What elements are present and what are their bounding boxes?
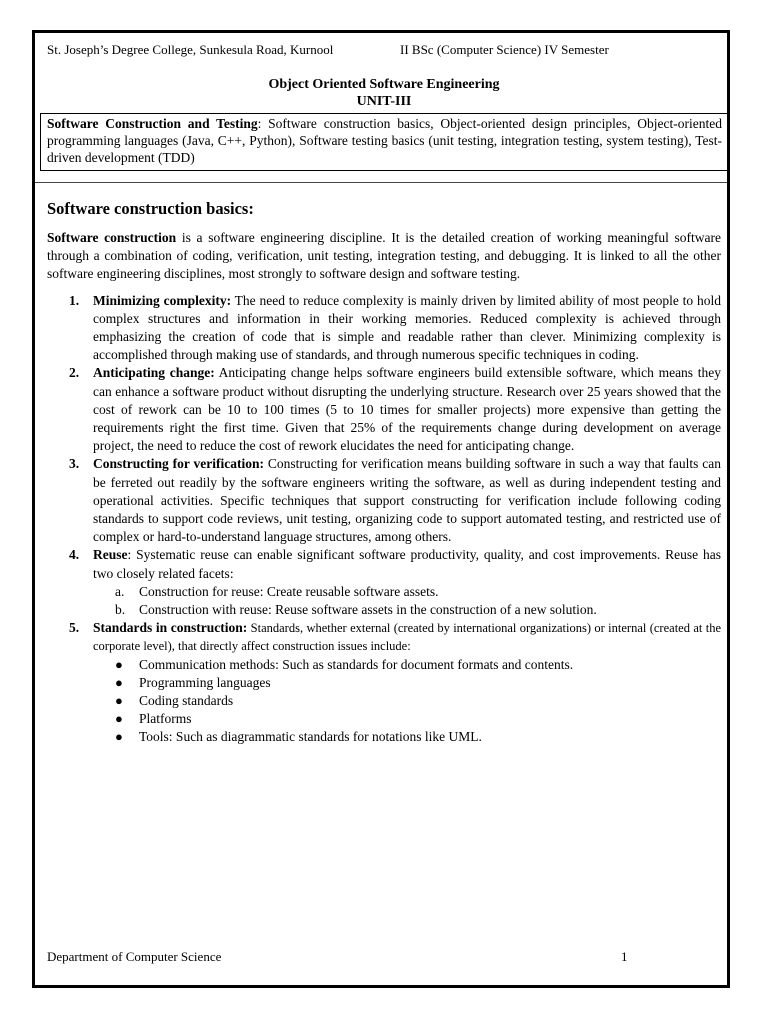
item-number: 5. <box>69 620 80 636</box>
bullet-icon: ● <box>115 656 123 672</box>
section-content <box>47 229 721 747</box>
reuse-facet-item <box>93 583 721 601</box>
standards-bullet <box>93 692 721 710</box>
item-number: 1. <box>69 292 80 308</box>
subject-title: Object Oriented Software Engineering <box>268 77 500 92</box>
list-item <box>47 292 721 365</box>
bullet-icon: ● <box>115 674 123 690</box>
section-heading: Software construction basics: <box>47 199 254 218</box>
document-title <box>40 76 728 110</box>
intro-text: is a software engineering discipline. It is the detailed creation of working meaningful software through a combination of coding, verification, unit testing, integration testing, and debugging. It is linked to all the other software engineering disciplines, most strongly to software design and software testing. <box>47 230 721 282</box>
item-lead: Standards in construction: <box>93 620 248 636</box>
bullet-text: Coding standards <box>139 693 234 709</box>
principles-list <box>47 292 721 747</box>
footer-page-number: 1 <box>621 949 628 964</box>
intro-paragraph <box>47 229 721 284</box>
item-text: Anticipating change helps software engineers build extensible software, which means they can enhance a software product without disrupting the underlying structure. Research over 25 years showed that the cost of rework can be 10 to 100 times (5 to 10 times for smaller projects) more expensive than getting the requirements right the first time. Given that 25% of the requirements change during development on average project, the need to reduce the cost of rework elucidates the need for anticipating change. <box>93 365 721 454</box>
item-text: The need to reduce complexity is mainly driven by limited ability of most people to hold complex structures and information in their working memories. Reduced complexity is achieved through emphasizing the creation of code that is simple and readable rather than clever. Minimizing complexity is accomplished through making use of standards, and through numerous specific techniques in coding. <box>93 292 721 363</box>
item-number: 4. <box>69 547 80 563</box>
item-lead: Constructing for verification: <box>93 456 265 472</box>
bullet-text: Communication methods: Such as standards for document formats and contents. <box>139 656 574 672</box>
facet-marker: a. <box>115 583 125 599</box>
item-text: : Systematic reuse can enable significant software productivity, quality, and cost improvements. Reuse has two closely related facets: <box>93 547 721 581</box>
item-text: Standards, whether external (created by international organizations) or internal (created at the corporate level), that directly affect construction issues include: <box>93 621 722 654</box>
header-college: St. Joseph’s Degree College, Sunkesula Road, Kurnool <box>47 42 334 57</box>
list-item <box>47 619 721 746</box>
intro-lead: Software construction <box>47 230 177 245</box>
topics-box <box>40 113 729 171</box>
standards-bullet <box>93 656 721 674</box>
item-number: 3. <box>69 456 80 472</box>
header-course: II BSc (Computer Science) IV Semester <box>400 42 609 57</box>
item-lead: Anticipating change: <box>93 365 215 381</box>
bullet-icon: ● <box>115 711 123 727</box>
standards-bullet <box>93 710 721 728</box>
item-lead: Minimizing complexity: <box>93 292 232 308</box>
bullet-text: Platforms <box>139 711 192 727</box>
unit-title: UNIT-III <box>356 94 412 109</box>
facet-marker: b. <box>115 602 126 618</box>
footer-department: Department of Computer Science <box>47 949 222 964</box>
bullet-text: Tools: Such as diagrammatic standards for notations like UML. <box>139 729 482 745</box>
facet-text: Construction with reuse: Reuse software assets in the construction of a new solution. <box>139 602 597 618</box>
list-item <box>47 546 721 619</box>
topics-lead: Software Construction and Testing <box>47 116 258 131</box>
standards-bullet <box>93 674 721 692</box>
list-item <box>47 455 721 546</box>
item-lead: Reuse <box>93 547 128 563</box>
reuse-facet-item <box>93 601 721 619</box>
facet-text: Construction for reuse: Create reusable software assets. <box>139 583 439 599</box>
topics-text: : Software construction basics, Object-oriented design principles, Object-oriented programming languages (Java, C++, Python), Software testing basics (unit testing, integration testing, system testing), Test-driven development (TDD) <box>47 116 722 165</box>
standards-bullet <box>93 728 721 746</box>
bullet-icon: ● <box>115 729 123 745</box>
separator-line <box>35 182 727 183</box>
list-item <box>47 364 721 455</box>
bullet-text: Programming languages <box>139 674 271 690</box>
bullet-icon: ● <box>115 693 123 709</box>
item-number: 2. <box>69 365 80 381</box>
item-text: Constructing for verification means building software in such a way that faults can be ferreted out readily by the software engineers writing the software, as well as during independent testing and operational activities. Specific techniques that support constructing for verification include following coding standards to support code reviews, unit testing, organizing code to support automated testing, and restricted use of complex or hard-to-understand language structures, among others. <box>93 456 721 545</box>
